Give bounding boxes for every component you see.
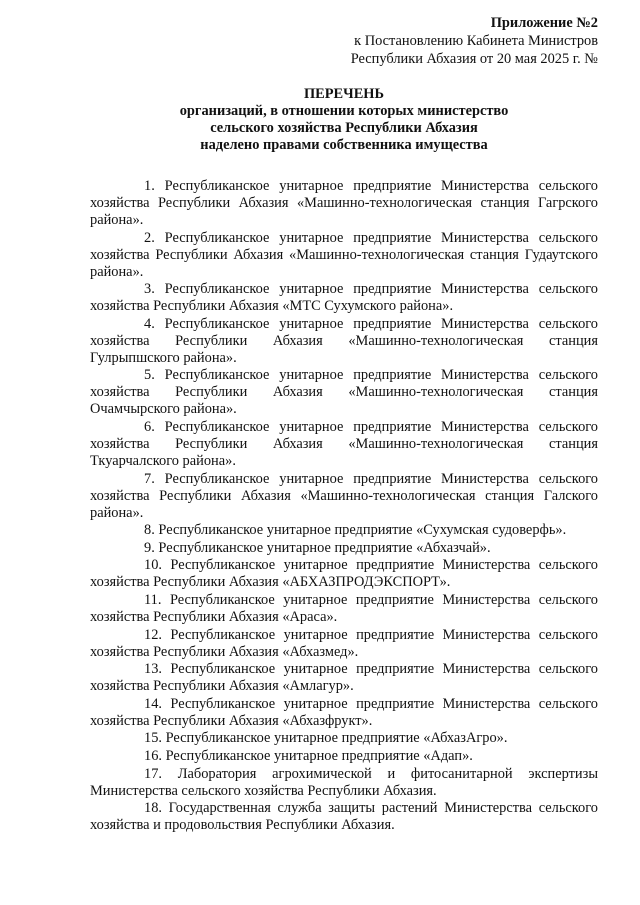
list-item: 14. Республиканское унитарное предприятие Министерства сельского хозяйства Республики Абхазия «Абхазфрукт».	[90, 695, 598, 729]
heading-line: организаций, в отношении которых министерство	[179, 103, 509, 119]
heading-title: ПЕРЕЧЕНЬ	[303, 86, 385, 102]
list-item: 3. Республиканское унитарное предприятие Министерства сельского хозяйства Республики Абхазия «МТС Сухумского района».	[90, 281, 598, 315]
list-item: 12. Республиканское унитарное предприятие Министерства сельского хозяйства Республики Абхазия «Абхазмед».	[90, 626, 598, 660]
list-item: 4. Республиканское унитарное предприятие Министерства сельского хозяйства Республики Абхазия «Машинно-технологическая станция Гулрыпшского района».	[90, 315, 598, 366]
appendix-block	[90, 14, 598, 68]
appendix-line: Республики Абхазия от 20 мая 2025 г. №	[350, 51, 598, 67]
list-item: 13. Республиканское унитарное предприятие Министерства сельского хозяйства Республики Абхазия «Амлагур».	[90, 661, 598, 695]
appendix-title: Приложение №2	[490, 15, 598, 31]
list-item: 8. Республиканское унитарное предприятие «Сухумская судоверфь».	[144, 522, 567, 539]
list-item: 7. Республиканское унитарное предприятие Министерства сельского хозяйства Республики Абхазия «Машинно-технологическая станция Галского района».	[90, 470, 598, 521]
list-item: 17. Лаборатория агрохимической и фитосанитарной экспертизы Министерства сельского хозяйства Республики Абхазия.	[90, 765, 598, 799]
list-item: 2. Республиканское унитарное предприятие Министерства сельского хозяйства Республики Абхазия «Машинно-технологическая станция Гудаутского района».	[90, 229, 598, 280]
list-item: 10. Республиканское унитарное предприятие Министерства сельского хозяйства Республики Абхазия «АБХАЗПРОДЭКСПОРТ».	[90, 557, 598, 591]
list-item: 18. Государственная служба защиты растений Министерства сельского хозяйства и продовольствия Республики Абхазия.	[90, 800, 598, 834]
list-item: 15. Республиканское унитарное предприятие «АбхазАгро».	[144, 730, 508, 747]
list-item: 9. Республиканское унитарное предприятие «Абхазчай».	[144, 539, 491, 556]
heading-line: наделено правами собственника имущества	[200, 137, 488, 153]
list-item: 5. Республиканское унитарное предприятие Министерства сельского хозяйства Республики Абхазия «Машинно-технологическая станция Очамчырского района».	[90, 367, 598, 418]
heading-line: сельского хозяйства Республики Абхазия	[210, 120, 478, 136]
document-heading	[90, 86, 598, 154]
list-item: 1. Республиканское унитарное предприятие Министерства сельского хозяйства Республики Абхазия «Машинно-технологическая станция Гагрского района».	[90, 178, 598, 228]
list-item: 6. Республиканское унитарное предприятие Министерства сельского хозяйства Республики Абхазия «Машинно-технологическая станция Ткуарчалского района».	[90, 418, 598, 469]
appendix-line: к Постановлению Кабинета Министров	[354, 33, 598, 49]
organization-list	[90, 178, 598, 834]
list-item: 11. Республиканское унитарное предприятие Министерства сельского хозяйства Республики Абхазия «Араса».	[90, 591, 598, 625]
list-item: 16. Республиканское унитарное предприятие «Адап».	[144, 747, 473, 764]
